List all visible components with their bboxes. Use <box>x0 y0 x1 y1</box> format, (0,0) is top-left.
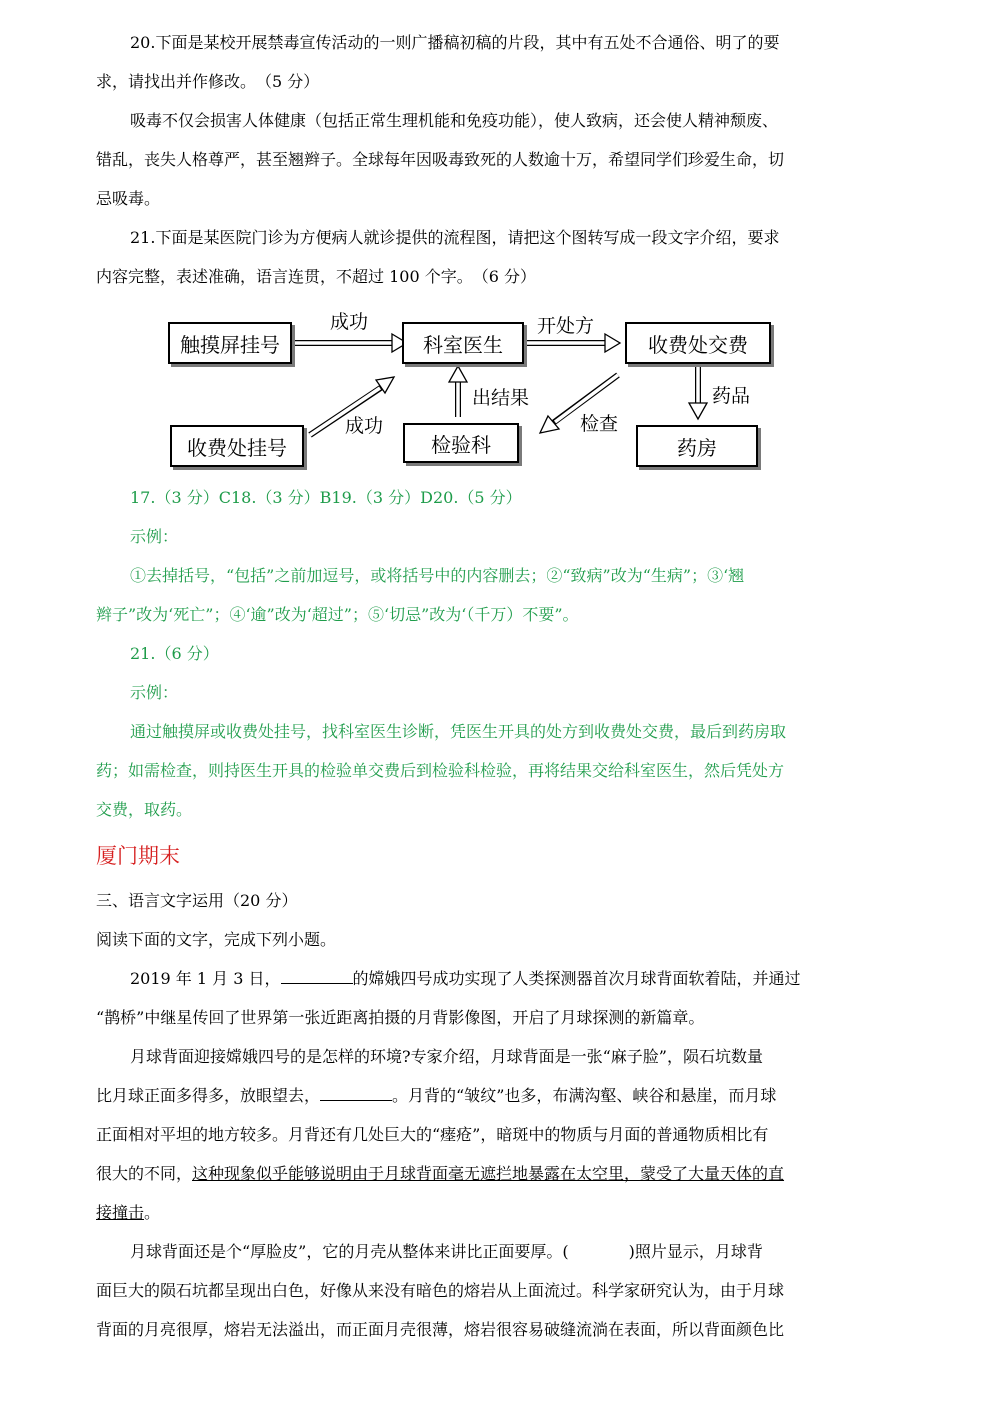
answer-example-label-2: 示例： <box>130 683 179 702</box>
passage-p2-line-4 <box>96 1164 844 1184</box>
passage-p2-lead: 比月球正面多得多，放眼望去， <box>96 1086 321 1105</box>
answer-21-line-3: 交费，取药。 <box>96 800 193 819</box>
passage-blank-2 <box>320 1086 392 1101</box>
label-prescribe: 开处方 <box>537 315 595 337</box>
label-success-top: 成功 <box>330 311 369 333</box>
passage-p1-line-2: “鹊桥”中继星传回了世界第一张近距离拍摄的月背影像图，开启了月球探测的新篇章。 <box>96 1008 705 1027</box>
box-laboratory: 检验科 <box>403 423 519 463</box>
passage-p2-lead-2: 很大的不同， <box>96 1164 193 1183</box>
answer-21-line-1: 通过触摸屏或收费处挂号，找科室医生诊断，凭医生开具的处方到收费处交费，最后到药房取 <box>130 722 787 741</box>
q20-passage-line-2: 错乱，丧失人格尊严，甚至翘辫子。全球每年因吸毒致死的人数逾十万，希望同学们珍爱生命，切 <box>96 150 785 169</box>
section-part-title: 三、语言文字运用（20 分） <box>96 891 298 910</box>
passage-p1-date: 2019 年 1 月 3 日， <box>130 969 281 988</box>
q20-passage-line-3: 忌吸毒。 <box>96 189 161 208</box>
answer-20-line-2: 辫子”改为‘死亡”；④‘逾”改为‘超过”；⑤‘切忌”改为‘（千万）不要”。 <box>96 605 579 624</box>
label-result: 出结果 <box>472 387 530 409</box>
passage-p2-line-2 <box>96 1086 844 1106</box>
q21-line-1: 21.下面是某医院门诊为方便病人就诊提供的流程图，请把这个图转写成一段文字介绍，要求 <box>130 228 780 247</box>
passage-blank-1 <box>281 969 353 984</box>
passage-p3-tail: )照片显示，月球背 <box>628 1242 763 1261</box>
box-counter-register: 收费处挂号 <box>170 425 304 467</box>
passage-p1-rest: 的嫦娥四号成功实现了人类探测器首次月球背面软着陆，并通过 <box>352 969 801 988</box>
section-heading: 厦门期末 <box>96 844 180 868</box>
label-success-bottom: 成功 <box>345 415 384 437</box>
box-pharmacy: 药房 <box>636 425 758 467</box>
answer-21-line-2: 药；如需检查，则持医生开具的检验单交费后到检验科检验，再将结果交给科室医生，然后凭处方 <box>96 761 785 780</box>
passage-p3-line-3: 背面的月亮很厚，熔岩无法溢出，而正面月壳很薄，熔岩很容易破缝流淌在表面，所以背面颜色比 <box>96 1320 785 1339</box>
passage-p1-line-1 <box>130 969 844 989</box>
passage-p3-line-2: 面巨大的陨石坑都呈现出白色，好像从来没有暗色的熔岩从上面流过。科学家研究认为，由于月球 <box>96 1281 785 1300</box>
arrow-touch-to-doctor <box>293 334 407 352</box>
passage-p2-line-3: 正面相对平坦的地方较多。月背还有几处巨大的“瘗疮”，暗斑中的物质与月面的普通物质相比有 <box>96 1125 769 1144</box>
passage-underlined-sentence-1: 这种现象似乎能够说明由于月球背面毫无遮拦地暴露在太空里，蒙受了大量天体的直 <box>192 1164 785 1183</box>
box-touch-register: 触摸屏挂号 <box>168 322 292 364</box>
passage-p3-line-1 <box>130 1242 844 1262</box>
hospital-flowchart <box>160 305 780 475</box>
passage-p2-period: 。 <box>144 1203 161 1222</box>
answer-20-line-1: ①去掉括号，“包括”之前加逗号，或将括号中的内容删去；②“致病”改为“生病”；③‘翘 <box>130 566 745 585</box>
passage-underlined-sentence-2: 接撞击 <box>96 1203 145 1222</box>
passage-p2-line-1: 月球背面迎接嫦娥四号的是怎样的环境?专家介绍，月球背面是一张“麻子脸”，陨石坑数量 <box>130 1047 763 1066</box>
section-instruction: 阅读下面的文字，完成下列小题。 <box>96 930 337 949</box>
q21-line-2: 内容完整，表述准确，语言连贯，不超过 100 个字。 （6 分） <box>96 267 536 286</box>
label-check: 检查 <box>580 413 619 435</box>
arrow-pay-to-pharmacy <box>689 365 707 419</box>
answer-21-heading: 21.（6 分） <box>130 644 219 663</box>
answer-scores: 17.（3 分）C18.（3 分）B19.（3 分）D20.（5 分） <box>130 488 522 507</box>
box-payment-counter: 收费处交费 <box>625 322 771 364</box>
q20-line-1: 20.下面是某校开展禁毒宣传活动的一则广播稿初稿的片段，其中有五处不合通俗、明了的要 <box>130 33 780 52</box>
passage-p3-lead: 月球背面还是个“厚脸皮”，它的月壳从整体来讲比正面要厚。( <box>130 1242 569 1261</box>
label-medicine: 药品 <box>712 385 751 407</box>
q20-passage-line-1: 吸毒不仅会损害人体健康（包括正常生理机能和免疫功能），使人致病，还会使人精神颓废、 <box>130 111 779 130</box>
q20-line-2: 求，请找出并作修改。 （5 分） <box>96 72 320 91</box>
arrow-lab-to-doctor <box>449 366 467 417</box>
passage-p2-tail: 。月背的“皱纹”也多，布满沟壑、峡谷和悬崖，而月球 <box>392 1086 777 1105</box>
box-department-doctor: 科室医生 <box>402 322 524 364</box>
answer-example-label-1: 示例： <box>130 527 179 546</box>
passage-p2-line-5 <box>96 1203 844 1223</box>
